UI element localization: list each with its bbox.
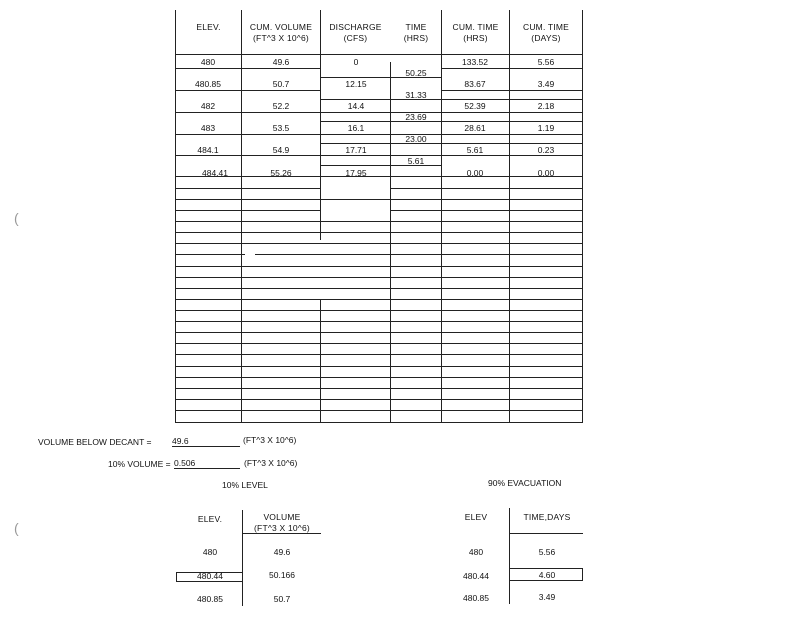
grid-line [175,277,583,278]
header-elev: ELEV. [196,22,221,32]
evac-table-title: 90% EVACUATION [488,478,562,488]
cum-time-cell: 28.61 [464,123,486,133]
level-row-tick [176,572,177,581]
header-discharge-label: DISCHARGE [329,22,382,32]
grid-line [175,377,583,378]
header-cum-time-label: CUM. TIME [452,22,499,32]
evac-elev-cell: 480 [468,547,484,557]
binder-hole-mark: ( [14,210,19,226]
row-line [320,121,583,122]
row-line [320,143,583,144]
grid-line [175,210,321,211]
elev-cell: 484.41 [202,168,228,178]
grid-line [390,210,583,211]
row-line [175,68,321,69]
grid-line [390,188,583,189]
grid-line [175,299,583,300]
discharge-cell: 17.71 [345,145,367,155]
row-line [175,134,583,135]
days-cell: 0.00 [537,168,555,178]
evac-time-cell: 3.49 [538,592,556,602]
volume-below-decant-label: VOLUME BELOW DECANT = [38,437,152,447]
evac-row-line [509,568,583,569]
header-time-unit: (HRS) [403,33,429,43]
level-volume-cell: 50.166 [269,570,295,580]
cum-time-cell: 5.61 [466,145,484,155]
grid-line [175,332,583,333]
elev-cell: 483 [200,123,216,133]
grid-line [175,410,583,411]
evac-header-time: TIME,DAYS [523,512,571,522]
discharge-cell: 12.15 [345,79,367,89]
interval-time-cell: 31.33 [405,90,427,100]
binder-hole-mark: ( [14,520,19,536]
level-header-volume-unit: (FT^3 X 10^6) [254,523,310,533]
header-discharge-unit: (CFS) [343,33,368,43]
grid-line [255,254,583,255]
header-cum-time-days-unit: (DAYS) [531,33,561,43]
discharge-cell: 17.95 [345,168,367,178]
level-elev-cell: 480.85 [197,594,223,604]
volume-below-decant-unit: (FT^3 X 10^6) [243,435,297,445]
table-border-left [175,10,176,423]
cum-time-cell: 133.52 [462,57,488,67]
discharge-cell: 14.4 [347,101,365,111]
grid-line [175,310,583,311]
volume-cell: 49.6 [272,57,290,67]
volume-below-decant-number: 49.6 [172,436,240,447]
column-divider-1 [241,10,242,240]
evac-elev-cell: 480.85 [463,593,489,603]
elev-cell: 480.85 [195,79,221,89]
days-cell: 2.18 [537,101,555,111]
level-header-volume [243,512,321,534]
grid-line [175,254,245,255]
days-cell: 5.56 [537,57,555,67]
volume-cell: 50.7 [272,79,290,89]
header-time [391,22,441,44]
discharge-cell: 0 [353,57,359,67]
evac-time-cell: 5.56 [538,547,556,557]
days-cell: 1.19 [537,123,555,133]
evac-elev-cell: 480.44 [463,571,489,581]
row-line [320,99,583,100]
row-line [175,112,583,113]
elev-cell: 482 [200,101,216,111]
header-cum-volume [242,22,320,44]
interval-time-cell: 5.61 [407,156,425,166]
cum-time-cell: 52.39 [464,101,486,111]
header-bottom-line [175,54,583,55]
header-cum-time-days-label: CUM. TIME [522,22,570,32]
table-border-right [582,10,583,423]
grid-line [175,266,583,267]
row-line [441,90,583,91]
ten-pct-volume-value [174,458,240,469]
grid-line [175,221,583,222]
row-line [175,90,321,91]
ten-pct-volume-unit: (FT^3 X 10^6) [244,458,298,468]
volume-cell: 53.5 [272,123,290,133]
elev-cell: 484.1 [197,145,219,155]
grid-line [175,188,321,189]
header-discharge [321,22,390,44]
cum-time-cell: 83.67 [464,79,486,89]
evac-header-elev: ELEV [464,512,488,522]
grid-line [175,399,583,400]
header-cum-volume-label: CUM. VOLUME [249,22,313,32]
volume-cell: 54.9 [272,145,290,155]
grid-line [175,288,583,289]
grid-line [175,243,583,244]
ten-pct-volume-label: 10% VOLUME = [108,459,171,469]
header-cum-time-unit: (HRS) [463,33,488,43]
header-cum-time [442,22,509,44]
volume-cell: 55.26 [270,168,292,178]
discharge-cell: 16.1 [347,123,365,133]
level-header-line [242,533,321,534]
grid-line [175,354,583,355]
level-volume-cell: 50.7 [273,594,291,604]
level-row-line [176,581,242,582]
header-time-label: TIME [405,22,427,32]
column-divider-2 [320,10,321,240]
evac-table-divider [509,508,510,604]
interval-time-cell: 50.25 [405,68,427,78]
grid-line [175,321,583,322]
evac-time-cell: 4.60 [538,570,556,580]
level-header-volume-label: VOLUME [263,512,301,522]
header-cum-volume-unit: (FT^3 X 10^6) [253,33,309,43]
grid-line [175,366,583,367]
level-header-elev: ELEV. [197,514,223,524]
row-line [441,68,583,69]
level-table-title: 10% LEVEL [222,480,268,490]
grid-line [175,199,583,200]
evac-row-tick [582,568,583,580]
row-line [175,155,583,156]
volume-below-decant-value [172,436,240,447]
evac-row-line [509,580,583,581]
days-cell: 0.23 [537,145,555,155]
grid-line [175,232,583,233]
interval-time-cell: 23.69 [405,112,427,122]
cum-time-cell: 0.00 [466,168,484,178]
elev-cell: 480 [200,57,216,67]
days-cell: 3.49 [537,79,555,89]
ten-pct-volume-number: 0.506 [174,458,240,469]
table-border-bottom [175,422,583,423]
column-divider-5 [509,10,510,423]
evac-header-line [509,533,583,534]
level-elev-cell: 480 [202,547,218,557]
level-elev-cell: 480.44 [197,571,223,581]
grid-line [175,343,583,344]
header-cum-time-days [510,22,582,44]
column-divider-2-lower [320,300,321,423]
volume-cell: 52.2 [272,101,290,111]
interval-time-cell: 23.00 [405,134,427,144]
grid-line [175,388,583,389]
level-volume-cell: 49.6 [273,547,291,557]
